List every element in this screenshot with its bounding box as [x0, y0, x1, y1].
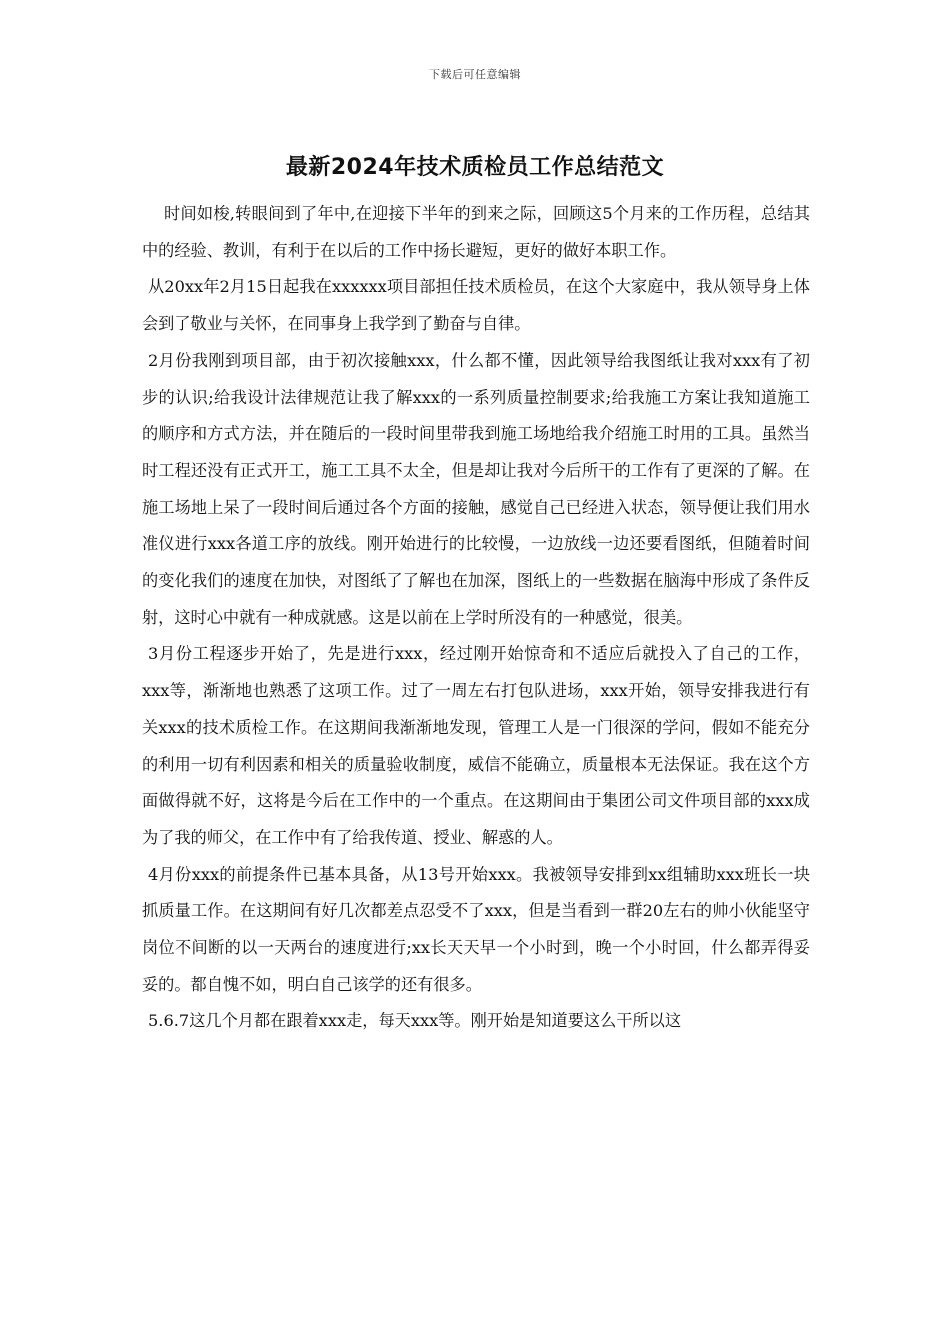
paragraph-4: 3月份工程逐步开始了，先是进行xxx，经过刚开始惊奇和不适应后就投入了自己的工作，xxx等，渐渐地也熟悉了这项工作。过了一周左右打包队进场，xxx开始，领导安排我进行有关xxx的技术质检工作。在这期间我渐渐地发现，管理工人是一门很深的学问，假如不能充分的利用一切有利因素和相关的质量验收制度，威信不能确立，质量根本无法保证。我在这个方面做得就不好，这将是今后在工作中的一个重点。在这期间由于集团公司文件项目部的xxx成为了我的师父，在工作中有了给我传道、授业、解惑的人。 [142, 644, 810, 847]
paragraph-1: 时间如梭,转眼间到了年中,在迎接下半年的到来之际，回顾这5个月来的工作历程，总结其中的经验、教训，有利于在以后的工作中扬长避短，更好的做好本职工作。 [142, 204, 810, 260]
header-note: 下载后可任意编辑 [429, 68, 521, 81]
paragraph-2: 从20xx年2月15日起我在xxxxxx项目部担任技术质检员，在这个大家庭中，我从领导身上体会到了敬业与关怀，在同事身上我学到了勤奋与自律。 [142, 277, 810, 334]
paragraph-5: 4月份xxx的前提条件已基本具备，从13号开始xxx。我被领导安排到xx组辅助xxx班长一块抓质量工作。在这期间有好几次都差点忍受不了xxx，但是当看到一群20左右的帅小伙能坚守岗位不间断的以一天两台的速度进行;xx长天天早一个小时到，晚一个小时回，什么都弄得妥妥的。都自愧不如，明白自己该学的还有很多。 [142, 864, 810, 994]
paragraph-6: 5.6.7这几个月都在跟着xxx走，每天xxx等。刚开始是知道要这么干所以这 [148, 1011, 682, 1031]
document-body [142, 196, 810, 1040]
document-title: 最新2024年技术质检员工作总结范文 [285, 155, 665, 180]
paragraph-3: 2月份我刚到项目部，由于初次接触xxx，什么都不懂，因此领导给我图纸让我对xxx有了初步的认识;给我设计法律规范让我了解xxx的一系列质量控制要求;给我施工方案让我知道施工的顺序和方式方法，并在随后的一段时间里带我到施工场地给我介绍施工时用的工具。虽然当时工程还没有正式开工，施工工具不太全，但是却让我对今后所干的工作有了更深的了解。在施工场地上呆了一段时间后通过各个方面的接触，感觉自己已经进入状态，领导便让我们用水准仪进行xxx各道工序的放线。刚开始进行的比较慢，一边放线一边还要看图纸，但随着时间的变化我们的速度在加快，对图纸了了解也在加深，图纸上的一些数据在脑海中形成了条件反射，这时心中就有一种成就感。这是以前在上学时所没有的一种感觉，很美。 [142, 350, 810, 627]
